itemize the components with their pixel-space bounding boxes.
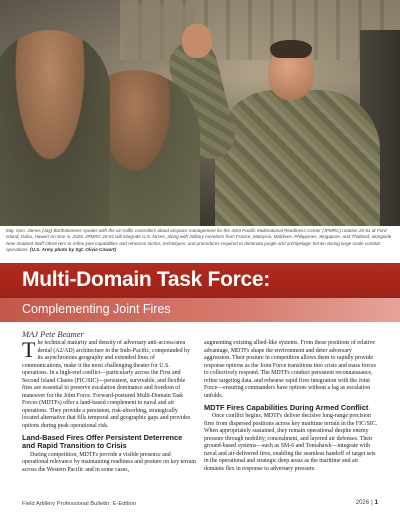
article-author: MAJ Pete Beamer xyxy=(22,329,84,339)
section-heading-2: MDTF Fires Capabilities During Armed Conflict xyxy=(204,403,369,412)
photo-credit: (U.S. Army photo by Sgt. Olivia Cowart) xyxy=(30,247,117,253)
article-title: Multi-Domain Task Force: xyxy=(22,268,270,291)
column-right xyxy=(204,340,378,475)
speaker-figure xyxy=(215,90,380,226)
caption-text: Maj. Gen. James (Jay) Bartholomees speaks with the air traffic controllers about airspace management for the Joint Pacific Multinational Readiness Center (JPMRC) rotation 26-01 at Ford Island, Oahu, Hawai'i on Nov. 6, 2025. JPMRC 26-01 will integrate U.S. forces, along with military members from France, Malaysia, Maldives, Philippines, Singapore, and Thailand, alongside New Zealand Staff Observers to refine joint capabilities and rehearse tactics, techniques, and procedures required to dominate jungle and archipelagic terrain during large-scale combat operations. xyxy=(6,228,392,253)
listener-figure-left xyxy=(0,30,110,226)
intro-text: he technical maturity and density of adversary anti-access/area denial (A2/AD) architecture in the Indo-Pacific, compounded by its asynchronous geography and extended lines of communications, make it the most challenging theater for U.S. operations. In a high-end conflict—particularly across the First and Second Island Chains (FIC/SIC)—persistent, survivable, and flexible fires are essential to preserve escalation dominance and freedom of maneuver for the Joint Force. Forward-postured Multi-Domain Task Forces (MDTFs) offer a land-based complement to naval and air operations. They provide a persistent, risk-absorbing, strategically located alternative that fills temporal and geographic gaps and provides options during peak operational risk. xyxy=(22,340,191,429)
drop-cap: T xyxy=(22,337,36,362)
intro-paragraph xyxy=(22,337,196,430)
footer-year: 2026 xyxy=(355,500,370,506)
section-heading-1: Land-Based Fires Offer Persistent Deterrence and Rapid Transition to Crisis xyxy=(22,433,183,451)
body-paragraph: During competition, MDTFs provide a visible presence and operational relevance by maintaining readiness and posture on key terrain across the Western Pacific and in some cases, xyxy=(22,451,196,473)
column-left xyxy=(22,337,196,476)
article-subtitle: Complementing Joint Fires xyxy=(22,302,171,316)
body-paragraph: Once conflict begins, MDTFs deliver decisive long-range precision fires from dispersed positions across key maritime terrain in the FIC/SIC. When appropriately sustained, they remain operational despite enemy pressure through mobility, concealment, and layered air defenses. Their ground-based systems—such as SM-6 and Tomahawk—integrate with naval and air-delivered fires, enabling the seamless handoff of target sets in the operational and strategic deep areas as the maritime and air domains flex in response to adversary pressure. xyxy=(204,413,378,472)
article-photo xyxy=(0,0,400,226)
publication-name: Field Artillery Professional Bulletin: E-Edition xyxy=(22,501,137,507)
photo-caption xyxy=(6,228,396,254)
page-footer xyxy=(356,500,378,506)
page-number: 1 xyxy=(374,500,378,506)
body-paragraph: augmenting existing allied-like systems. From these positions of relative advantage, MDTFs shape the environment and deter adversary aggression. Their posture in competition allows them to rapidly provide response options as the Joint Force transitions into crisis and mass forces to collectively respond. The MDTFs conduct persistent reconnaissance, refine targeting data, and rehearse rapid fires integration with the Joint Force—ensuring commanders have options without a lag as escalation unfolds. xyxy=(204,340,376,399)
footer-separator: | xyxy=(371,500,373,506)
